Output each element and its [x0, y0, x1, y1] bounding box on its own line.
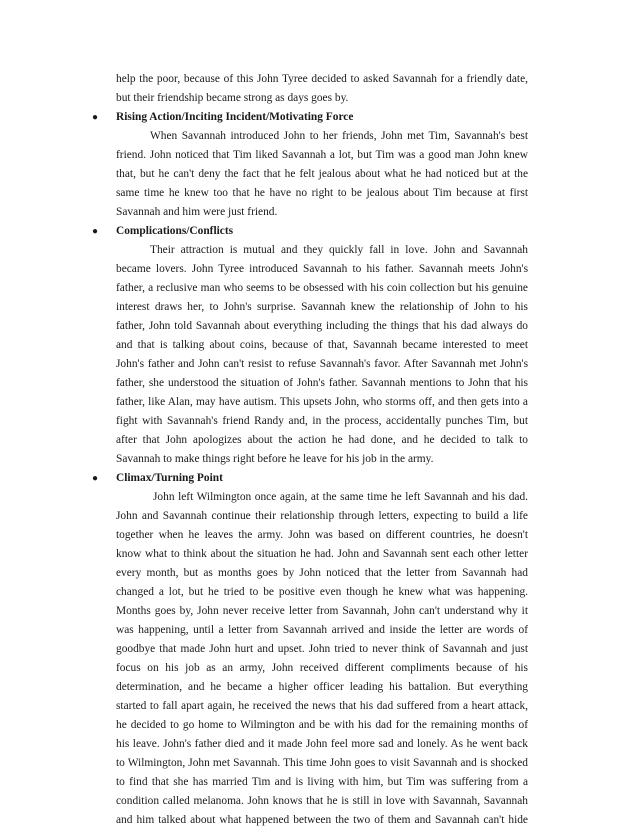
body-line: John's father and John can't resist to refuse Savannah's favor. After Savannah met John's — [116, 358, 528, 370]
section-heading: Complications/Conflicts — [116, 225, 234, 237]
body-line: but their friendship became strong as days goes by. — [116, 92, 349, 104]
body-line: and that is talking about coins, because of that, Savannah became interested to meet — [116, 339, 528, 351]
body-line: father, John told Savannah about everything including the things that his dad always do — [116, 320, 528, 332]
body-line: after that John apologizes about the action he had done, and he decided to talk to — [116, 434, 528, 446]
body-line: father, like Alan, may have autism. This upsets John, who storms off, and then gets into a — [116, 396, 528, 408]
body-line: Their attraction is mutual and they quickly fall in love. John and Savannah — [150, 244, 528, 256]
body-line: John left Wilmington once again, at the same time he left Savannah and his dad. — [153, 491, 528, 503]
body-line: together when he leaves the army. John was based on different countries, he doesn't — [116, 529, 528, 541]
bullet-icon: ● — [92, 473, 99, 484]
body-line: focus on his job as an army, John received different compliments because of his — [116, 662, 528, 674]
body-line: Savannah to make things right before he leave for his job in the army. — [116, 453, 434, 465]
bullet-icon: ● — [92, 226, 99, 237]
body-line: interest draws her, to John's surprise. Savannah knew the relationship of John to his — [116, 301, 528, 313]
body-line: goodbye that made John hurt and upset. John tried to never think of Savannah and just — [116, 643, 528, 655]
body-line: Months goes by, John never receive letter from Savannah, John can't understand why it — [116, 605, 528, 617]
body-line: every month, but as months goes by John noticed that the letter from Savannah had — [116, 567, 528, 579]
body-line: changed a lot, but he tried to be positive even though he knew what was happening. — [116, 586, 528, 598]
body-line: father, she understood the situation of John's father. Savannah mentions to John that his — [116, 377, 528, 389]
body-line: help the poor, because of this John Tyree decided to asked Savannah for a friendly date, — [116, 73, 528, 85]
body-line: friend. John noticed that Tim liked Savannah a lot, but Tim was a good man John knew — [116, 149, 528, 161]
section-heading: Rising Action/Inciting Incident/Motivating Force — [116, 111, 354, 123]
bullet-icon: ● — [92, 112, 99, 123]
body-line: that, but he can't deny the fact that he felt jealous about what he had noticed but at the — [116, 168, 528, 180]
body-line: Savannah and him were just friend. — [116, 206, 278, 218]
section-heading: Climax/Turning Point — [116, 472, 223, 484]
body-line: his leave. John's father died and it made John feel more sad and lonely. As he went back — [116, 738, 528, 750]
body-line: and him talked about what happened between the two of them and Savannah can't hide — [116, 814, 528, 826]
body-line: started to fall apart again, he received the news that his dad suffered from a heart attack, — [116, 700, 528, 712]
body-line: he decided to go home to Wilmington and be with his dad for the remaining months of — [116, 719, 528, 731]
body-line: same time he knew too that he have no right to be jealous about Tim because at first — [116, 187, 528, 199]
body-line: fight with Savannah's friend Randy and, in the process, accidentally punches Tim, but — [116, 415, 528, 427]
body-line: When Savannah introduced John to her friends, John met Tim, Savannah's best — [150, 130, 528, 142]
body-line: know what to think about the situation he had. John and Savannah sent each other letter — [116, 548, 528, 560]
body-line: father, a reclusive man who seems to be obsessed with his coin collection but his genuine — [116, 282, 528, 294]
body-line: condition called melanoma. John knows that he is still in love with Savannah, Savannah — [116, 795, 528, 807]
body-line: to Wilmington, John met Savannah. This time John goes to visit Savannah and is shocked — [116, 757, 528, 769]
body-line: to find that she has married Tim and is living with him, but Tim was suffering from a — [116, 776, 528, 788]
body-line: John and Savannah continue their relationship through letters, expecting to build a life — [116, 510, 528, 522]
body-line: became lovers. John Tyree introduced Savannah to his father. Savannah meets John's — [116, 263, 528, 275]
body-line: was happening, until a letter from Savannah arrived and inside the letter are words of — [116, 624, 528, 636]
body-line: determination, and he became a higher officer leading his battalion. But everything — [116, 681, 528, 693]
